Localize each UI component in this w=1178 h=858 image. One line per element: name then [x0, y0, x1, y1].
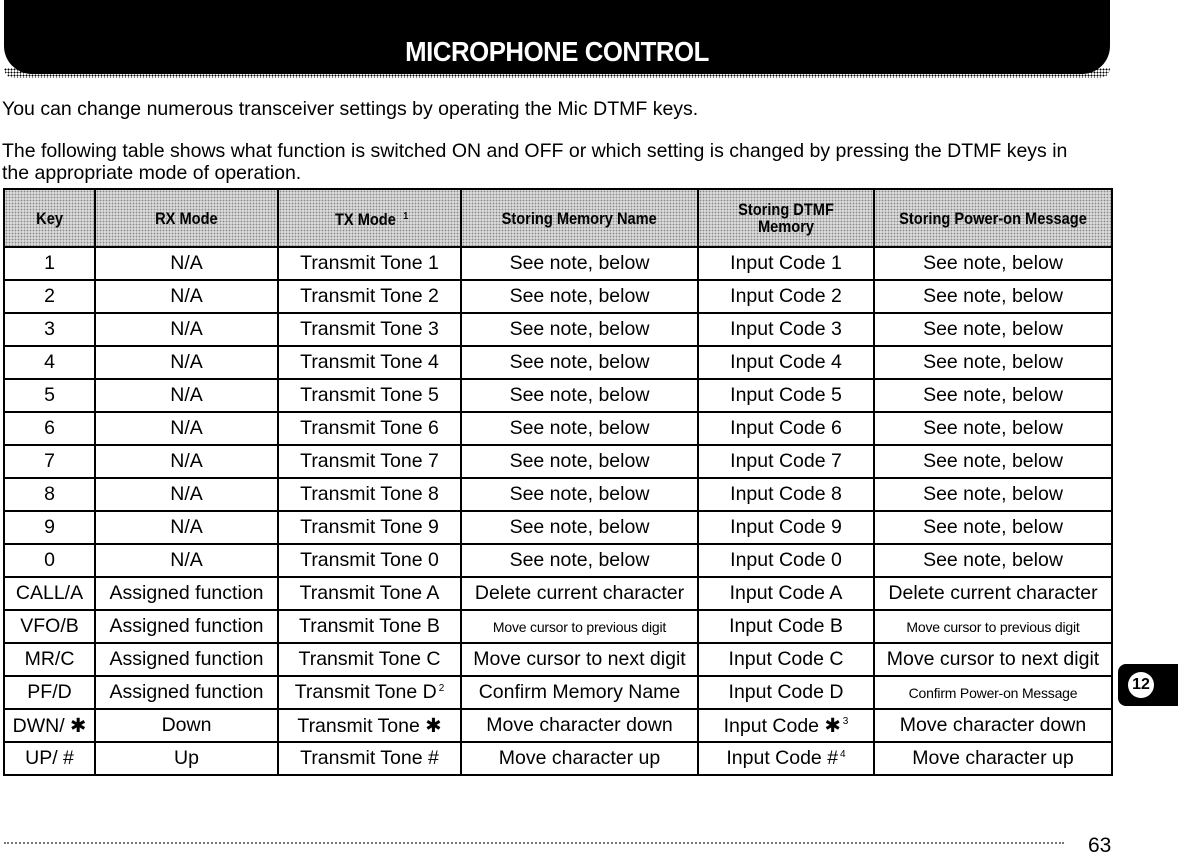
cell-key	[4, 280, 95, 313]
cell-rx-mode-text: N/A	[170, 450, 203, 472]
cell-storing-power-on-message-text: See note, below	[923, 384, 1063, 406]
cell-key	[4, 511, 95, 544]
cell-storing-dtmf-memory-text: Input Code #	[726, 747, 839, 769]
cell-storing-power-on-message-text: See note, below	[923, 549, 1063, 571]
table-row	[4, 346, 1112, 379]
header-storing-dtmf-memory-label: Storing DTMF Memory	[738, 200, 834, 236]
cell-storing-power-on-message-text: Move character down	[899, 714, 1087, 736]
cell-storing-memory-name	[461, 280, 698, 313]
cell-storing-power-on-message	[874, 379, 1112, 412]
cell-rx-mode-text: N/A	[170, 483, 203, 505]
cell-storing-memory-name-text: See note, below	[509, 285, 650, 307]
cell-storing-dtmf-memory-text: Input Code 6	[730, 417, 842, 439]
cell-rx-mode	[95, 247, 278, 280]
cell-storing-memory-name	[461, 379, 698, 412]
cell-rx-mode	[95, 511, 278, 544]
table-row	[4, 709, 1112, 742]
cell-storing-dtmf-memory-text: Input Code ✱	[723, 714, 841, 737]
cell-tx-mode	[278, 247, 461, 280]
cell-rx-mode	[95, 709, 278, 742]
cell-key-text: 0	[44, 549, 55, 571]
cell-storing-dtmf-memory	[698, 412, 874, 445]
header-tx-mode	[278, 189, 461, 247]
cell-key-text: 8	[44, 483, 55, 505]
cell-storing-dtmf-memory-text: Input Code B	[729, 615, 843, 637]
cell-key-text: MR/C	[24, 648, 75, 670]
table-row	[4, 280, 1112, 313]
cell-tx-mode-text: Transmit Tone 0	[300, 549, 439, 571]
cell-tx-mode-text: Transmit Tone 8	[300, 483, 439, 505]
chapter-number-badge: 12	[1128, 672, 1154, 698]
cell-tx-mode	[278, 709, 461, 742]
cell-storing-power-on-message	[874, 544, 1112, 577]
cell-storing-dtmf-memory	[698, 313, 874, 346]
cell-storing-power-on-message-text: See note, below	[923, 351, 1063, 373]
cell-storing-memory-name-text: See note, below	[509, 417, 650, 439]
cell-tx-mode	[278, 412, 461, 445]
cell-storing-memory-name	[461, 511, 698, 544]
cell-storing-memory-name-text: See note, below	[509, 252, 650, 274]
cell-storing-power-on-message-text: See note, below	[923, 516, 1063, 538]
cell-tx-mode-text: Transmit Tone C	[298, 648, 441, 670]
cell-storing-power-on-message	[874, 412, 1112, 445]
banner-dither	[4, 68, 1110, 78]
table-body	[4, 247, 1112, 775]
cell-rx-mode-text: N/A	[170, 252, 203, 274]
cell-rx-mode	[95, 478, 278, 511]
cell-rx-mode-text: Down	[161, 714, 212, 736]
table-row	[4, 313, 1112, 346]
cell-tx-mode	[278, 313, 461, 346]
cell-storing-memory-name-text: See note, below	[509, 318, 650, 340]
cell-storing-dtmf-memory	[698, 676, 874, 709]
cell-rx-mode-text: Assigned function	[109, 582, 264, 604]
cell-storing-power-on-message-text: See note, below	[923, 417, 1063, 439]
cell-tx-mode	[278, 511, 461, 544]
table-row	[4, 511, 1112, 544]
cell-tx-mode-text: Transmit Tone ✱	[297, 714, 442, 737]
cell-storing-dtmf-memory-text: Input Code D	[728, 681, 844, 703]
cell-rx-mode	[95, 544, 278, 577]
footnote-marker: 4	[840, 748, 846, 760]
cell-rx-mode	[95, 577, 278, 610]
cell-storing-power-on-message-text: See note, below	[923, 252, 1063, 274]
cell-tx-mode	[278, 544, 461, 577]
cell-tx-mode-text: Transmit Tone #	[300, 747, 439, 769]
cell-key	[4, 346, 95, 379]
cell-tx-mode-text: Transmit Tone A	[299, 582, 440, 604]
header-storing-power-on-message-label: Storing Power-on Message	[899, 208, 1087, 228]
cell-storing-dtmf-memory	[698, 709, 874, 742]
cell-rx-mode	[95, 280, 278, 313]
cell-storing-power-on-message	[874, 511, 1112, 544]
cell-storing-dtmf-memory	[698, 511, 874, 544]
chapter-tab	[1118, 664, 1178, 706]
table-row	[4, 445, 1112, 478]
footnote-marker: 2	[438, 682, 445, 694]
cell-key-text: DWN/ ✱	[12, 714, 87, 737]
cell-rx-mode	[95, 643, 278, 676]
cell-rx-mode-text: N/A	[170, 318, 203, 340]
cell-tx-mode	[278, 577, 461, 610]
table-row	[4, 478, 1112, 511]
table-row	[4, 577, 1112, 610]
cell-storing-power-on-message-text: See note, below	[923, 450, 1063, 472]
table-row	[4, 610, 1112, 643]
cell-storing-power-on-message-text: Move cursor to next digit	[886, 648, 1100, 670]
cell-tx-mode-text: Transmit Tone 6	[300, 417, 439, 439]
cell-tx-mode-text: Transmit Tone 1	[300, 252, 439, 274]
cell-storing-dtmf-memory	[698, 280, 874, 313]
cell-tx-mode-text: Transmit Tone D	[294, 681, 437, 703]
cell-rx-mode	[95, 379, 278, 412]
cell-key-text: 2	[44, 285, 55, 307]
cell-key	[4, 643, 95, 676]
cell-storing-power-on-message	[874, 478, 1112, 511]
cell-rx-mode-text: Assigned function	[109, 615, 264, 637]
footnote-marker: 3	[842, 716, 849, 727]
cell-key-text: CALL/A	[15, 582, 84, 604]
page-title: MICROPHONE CONTROL	[405, 36, 709, 67]
table-row	[4, 544, 1112, 577]
cell-storing-power-on-message-text: See note, below	[923, 285, 1063, 307]
cell-storing-dtmf-memory-text: Input Code 8	[730, 483, 842, 505]
cell-storing-power-on-message-text: Delete current character	[888, 582, 1098, 604]
cell-tx-mode-text: Transmit Tone 9	[300, 516, 439, 538]
page-number: 63	[1088, 834, 1112, 857]
cell-storing-dtmf-memory-text: Input Code C	[728, 648, 844, 670]
cell-tx-mode	[278, 280, 461, 313]
cell-storing-power-on-message-text: See note, below	[923, 483, 1063, 505]
cell-key	[4, 412, 95, 445]
cell-storing-memory-name	[461, 742, 698, 775]
cell-tx-mode-text: Transmit Tone B	[299, 615, 440, 637]
table-row	[4, 742, 1112, 775]
cell-tx-mode	[278, 445, 461, 478]
cell-key	[4, 577, 95, 610]
cell-storing-power-on-message	[874, 346, 1112, 379]
cell-storing-memory-name	[461, 709, 698, 742]
cell-storing-memory-name	[461, 643, 698, 676]
cell-storing-dtmf-memory	[698, 610, 874, 643]
intro-paragraph-2: The following table shows what function is switched ON and OFF or which setting is changed by pressing the DTMF keys in the appropriate mode of operation.	[2, 140, 1068, 184]
header-storing-memory-name	[461, 189, 698, 247]
cell-key-text: 1	[44, 252, 55, 274]
cell-key-text: 3	[44, 318, 55, 340]
cell-tx-mode-text: Transmit Tone 3	[300, 318, 439, 340]
cell-storing-memory-name-text: See note, below	[509, 516, 650, 538]
cell-storing-power-on-message	[874, 313, 1112, 346]
cell-storing-power-on-message	[874, 445, 1112, 478]
cell-rx-mode-text: Assigned function	[109, 648, 264, 670]
cell-rx-mode	[95, 676, 278, 709]
cell-storing-memory-name-text: Move cursor to next digit	[473, 648, 686, 670]
cell-storing-power-on-message-text: Confirm Power-on Message	[908, 684, 1078, 701]
cell-key	[4, 709, 95, 742]
table-row	[4, 643, 1112, 676]
cell-key-text: PF/D	[27, 681, 72, 703]
cell-storing-memory-name-text: Move cursor to previous digit	[492, 618, 667, 635]
cell-key-text: 5	[44, 384, 55, 406]
cell-key	[4, 379, 95, 412]
cell-key-text: 9	[44, 516, 55, 538]
header-rx-mode-label: RX Mode	[155, 208, 218, 228]
cell-key	[4, 313, 95, 346]
cell-storing-memory-name	[461, 676, 698, 709]
intro-paragraph-1: You can change numerous transceiver settings by operating the Mic DTMF keys.	[2, 98, 699, 120]
cell-storing-power-on-message	[874, 742, 1112, 775]
cell-storing-dtmf-memory-text: Input Code 0	[730, 549, 842, 571]
cell-tx-mode-text: Transmit Tone 2	[300, 285, 439, 307]
cell-storing-power-on-message-text: Move character up	[912, 747, 1074, 769]
cell-storing-dtmf-memory	[698, 577, 874, 610]
header-storing-dtmf-memory	[698, 189, 874, 247]
cell-tx-mode	[278, 610, 461, 643]
cell-tx-mode-text: Transmit Tone 5	[300, 384, 439, 406]
cell-storing-dtmf-memory-text: Input Code 3	[730, 318, 842, 340]
cell-storing-power-on-message	[874, 280, 1112, 313]
cell-storing-memory-name-text: Move character up	[498, 747, 661, 769]
cell-storing-power-on-message	[874, 577, 1112, 610]
cell-storing-power-on-message-text: See note, below	[923, 318, 1063, 340]
cell-key-text: 7	[44, 450, 55, 472]
cell-storing-memory-name	[461, 412, 698, 445]
cell-rx-mode	[95, 346, 278, 379]
cell-rx-mode-text: N/A	[170, 417, 203, 439]
cell-storing-dtmf-memory	[698, 445, 874, 478]
header-rx-mode	[95, 189, 278, 247]
cell-key-text: 4	[44, 351, 55, 373]
cell-storing-dtmf-memory-text: Input Code 2	[730, 285, 842, 307]
cell-key-text: UP/ #	[25, 747, 74, 769]
cell-key	[4, 247, 95, 280]
cell-storing-memory-name-text: See note, below	[509, 483, 650, 505]
cell-storing-dtmf-memory-text: Input Code 9	[730, 516, 842, 538]
table-row	[4, 247, 1112, 280]
cell-rx-mode-text: N/A	[170, 285, 203, 307]
cell-storing-dtmf-memory	[698, 346, 874, 379]
cell-key	[4, 676, 95, 709]
cell-rx-mode	[95, 445, 278, 478]
cell-storing-memory-name	[461, 313, 698, 346]
cell-tx-mode-text: Transmit Tone 7	[300, 450, 439, 472]
cell-storing-dtmf-memory	[698, 478, 874, 511]
cell-storing-dtmf-memory-text: Input Code 7	[730, 450, 842, 472]
cell-tx-mode	[278, 676, 461, 709]
cell-rx-mode	[95, 742, 278, 775]
cell-storing-memory-name-text: See note, below	[509, 450, 650, 472]
table-row	[4, 412, 1112, 445]
footer-divider	[4, 842, 1064, 844]
cell-key	[4, 544, 95, 577]
cell-storing-memory-name	[461, 577, 698, 610]
cell-storing-dtmf-memory	[698, 742, 874, 775]
cell-rx-mode-text: N/A	[170, 351, 203, 373]
cell-rx-mode-text: N/A	[170, 549, 203, 571]
cell-rx-mode	[95, 412, 278, 445]
cell-storing-dtmf-memory	[698, 643, 874, 676]
cell-storing-memory-name-text: Delete current character	[474, 582, 685, 604]
cell-rx-mode-text: N/A	[170, 516, 203, 538]
cell-storing-dtmf-memory	[698, 247, 874, 280]
cell-tx-mode	[278, 643, 461, 676]
table-row	[4, 379, 1112, 412]
cell-rx-mode	[95, 610, 278, 643]
header-key	[4, 189, 95, 247]
table-row	[4, 676, 1112, 709]
cell-storing-memory-name	[461, 346, 698, 379]
cell-storing-memory-name-text: Move character down	[486, 714, 673, 736]
cell-storing-dtmf-memory-text: Input Code 4	[730, 351, 842, 373]
cell-storing-power-on-message	[874, 709, 1112, 742]
cell-storing-power-on-message	[874, 643, 1112, 676]
cell-key	[4, 445, 95, 478]
cell-storing-memory-name-text: See note, below	[509, 351, 650, 373]
cell-tx-mode	[278, 478, 461, 511]
cell-storing-power-on-message-text: Move cursor to previous digit	[906, 618, 1080, 635]
cell-storing-dtmf-memory-text: Input Code 5	[730, 384, 842, 406]
cell-rx-mode-text: N/A	[170, 384, 203, 406]
cell-key-text: VFO/B	[20, 615, 79, 637]
cell-storing-memory-name-text: See note, below	[509, 549, 650, 571]
cell-key	[4, 610, 95, 643]
cell-storing-memory-name	[461, 478, 698, 511]
table-header-row	[4, 189, 1112, 247]
cell-storing-memory-name-text: See note, below	[509, 384, 650, 406]
cell-storing-memory-name	[461, 445, 698, 478]
cell-storing-dtmf-memory	[698, 544, 874, 577]
cell-storing-dtmf-memory	[698, 379, 874, 412]
cell-storing-memory-name	[461, 610, 698, 643]
cell-storing-memory-name	[461, 247, 698, 280]
cell-tx-mode-text: Transmit Tone 4	[300, 351, 439, 373]
cell-key	[4, 742, 95, 775]
cell-tx-mode	[278, 346, 461, 379]
footnote-marker: 1	[403, 210, 409, 222]
cell-storing-dtmf-memory-text: Input Code 1	[730, 252, 842, 274]
cell-tx-mode	[278, 742, 461, 775]
header-storing-memory-name-label: Storing Memory Name	[501, 208, 658, 228]
cell-key	[4, 478, 95, 511]
cell-tx-mode	[278, 379, 461, 412]
cell-storing-power-on-message	[874, 676, 1112, 709]
cell-storing-dtmf-memory-text: Input Code A	[729, 582, 843, 604]
microphone-control-table	[3, 188, 1113, 776]
cell-key-text: 6	[44, 417, 55, 439]
cell-storing-memory-name-text: Confirm Memory Name	[478, 681, 681, 703]
cell-storing-power-on-message	[874, 247, 1112, 280]
header-key-label: Key	[36, 208, 63, 228]
header-storing-power-on-message	[874, 189, 1112, 247]
cell-storing-power-on-message	[874, 610, 1112, 643]
cell-rx-mode-text: Assigned function	[109, 681, 264, 703]
header-tx-mode-label: TX Mode	[335, 210, 397, 230]
cell-rx-mode-text: Up	[174, 747, 199, 769]
cell-rx-mode	[95, 313, 278, 346]
cell-storing-memory-name	[461, 544, 698, 577]
